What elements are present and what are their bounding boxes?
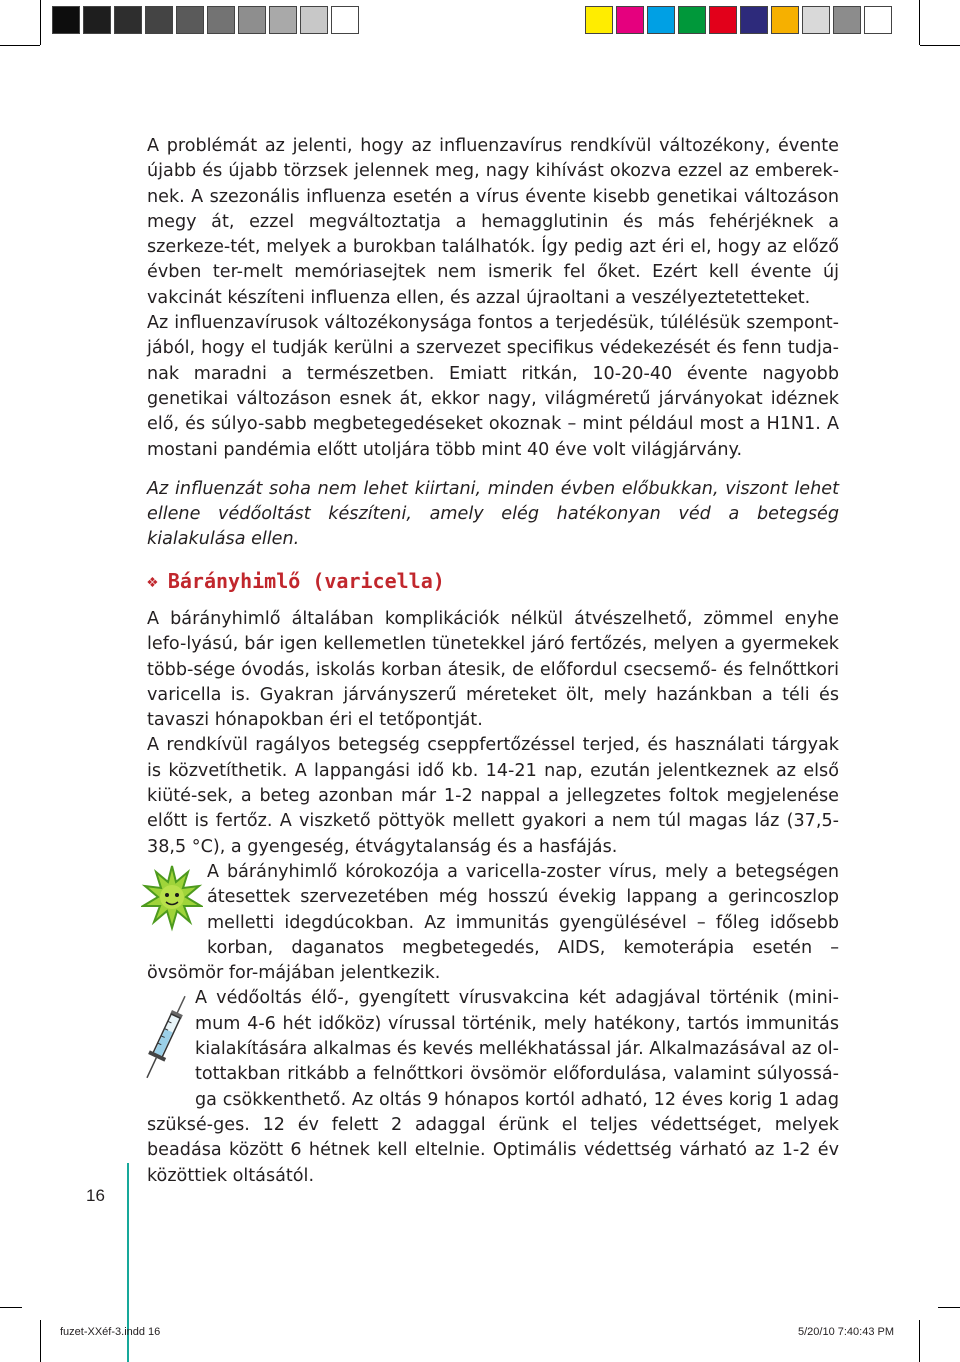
crop-mark-bottom-right-v (919, 1320, 920, 1362)
intro-paragraph-1: A problémát az jelenti, hogy az influenzavírus rendkívül változékony, évente újabb és újabb törzsek jelennek meg, nagy kihívást okozva ezzel az emberek-nek. A szezonális influenza esetén a vírus évente kisebb genetikai változáson megy át, ezzel megváltoztatja a hemagglutinin és más fehérjéknek a szerkeze-tét, melyek a burokban találhatók. Így pedig azt éri el, hogy az előző évben ter-melt memóriasejtek nem ismerik fel őket. Ezért kell évente új vakcinát készíteni influenza ellen, és azzal újraoltani a veszélyeztetetteket. (147, 136, 839, 308)
page-number: 16 (86, 1186, 105, 1205)
section-heading (147, 566, 445, 596)
crop-mark-top-right-h (920, 45, 960, 46)
slug-file-info: fuzet-XXéf-3.indd 16 (60, 1326, 161, 1338)
grayscale-swatch (145, 6, 173, 34)
intro-paragraph-2: Az influenzavírusok változékonysága fontos a terjedésük, túlélésük szempont-jából, hogy el tudják kerülni a szervezet specifikus védekezését és fenn tudja-nak maradni a természetben. Emiatt ritkán, 10-20-40 évente nagyobb genetikai változáson esnek át, ekkor nagy, világméretű járványokat idéznek elő, és súlyo-sabb megbetegedéseket okoznak – mint például most a H1N1. A mostani pandémia előtt utoljára több mint 40 éve volt világjárvány. (147, 313, 839, 460)
section-paragraph-4-block (147, 986, 839, 1188)
section-paragraph-3-block (147, 860, 839, 986)
crop-mark-top-right-v (919, 0, 920, 45)
color-swatch (647, 6, 675, 34)
crop-mark-bottom-left-h (0, 1307, 22, 1308)
grayscale-swatch (238, 6, 266, 34)
grayscale-swatch (300, 6, 328, 34)
crop-mark-bottom-right-h (938, 1307, 960, 1308)
intro-paragraph-3-italic: Az influenzát soha nem lehet kiirtani, minden évben előbukkan, viszont lehet ellene védőoltást készíteni, amely elég hatékonyan véd a betegség kialakulása ellen. (147, 478, 839, 550)
crop-mark-top-left-v (40, 0, 41, 45)
color-swatch (678, 6, 706, 34)
color-registration-bar (585, 6, 895, 34)
syringe-icon (147, 986, 195, 1093)
intro-text (147, 134, 839, 553)
color-swatch (709, 6, 737, 34)
section-text (147, 607, 839, 1189)
grayscale-swatch (176, 6, 204, 34)
grayscale-swatch (52, 6, 80, 34)
grayscale-swatch (83, 6, 111, 34)
color-swatch (833, 6, 861, 34)
color-swatch (585, 6, 613, 34)
color-swatch (616, 6, 644, 34)
grayscale-swatch (114, 6, 142, 34)
slug-date-info: 5/20/10 7:40:43 PM (798, 1326, 895, 1338)
section-paragraph-4: A védőoltás élő-, gyengített vírusvakcina két adagjával történik (mini-mum 4-6 hét időköz) vírussal történik, mely hatékony, tartós immunitás kialakítására alkalmas és kevés mellékhatással jár. Alkalmazásával az ol-tottakban ritkább a felnőttkori övsömör előfordulása, valamint súlyossá-ga csökkenthető. Az oltás 9 hónapos kortól adható, 12 éves korig 1 adag szüksé-ges. 12 év felett 2 adaggal érünk el teljes védettséget, melyek beadása között 6 hétnek kell eltelnie. Optimális védettség várható az 1-2 év közöttiek oltásától. (147, 988, 839, 1186)
grayscale-swatch (207, 6, 235, 34)
section-heading-text: Bárányhimlő (varicella) (167, 569, 445, 593)
color-swatch (864, 6, 892, 34)
color-swatch (740, 6, 768, 34)
section-paragraph-1: A bárányhimlő általában komplikációk nélkül átvészelhető, zömmel enyhe lefo-lyású, bár igen kellemetlen tünetekkel járó fertőzés, melyen a gyermekek több-sége óvodás, iskolás korban átesik, de előfordul csecsemő- és felnőttkori varicella is. Gyakran járványszerű méreteket ölt, mely hazánkban a téli és tavaszi hónapokban éri el tetőpontját. (147, 609, 839, 731)
color-swatch (802, 6, 830, 34)
section-paragraph-3: A bárányhimlő kórokozója a varicella-zoster vírus, mely a betegségen átesettek szervezetében még hosszú évekig lappang a gerincoszlop melletti idegdúcokban. Az immunitás gyengülésével – főleg idősebb korban, daganatos megbetegedés, AIDS, kemoterápia esetén – övsömör for-májában jelentkezik. (147, 861, 839, 984)
virus-icon (147, 860, 207, 942)
section-paragraph-2: A rendkívül ragályos betegség cseppfertőzéssel terjed, és használati tárgyak is közvetíthetik. A lappangási idő kb. 14-21 nap, ezután jelentkeznek az első kiüté-sek, a beteg azonban már 1-2 nappal a jellegzetes foltok megjelenése előtt is fertőz. A viszkető pöttyök mellett gyakori a nem túl magas láz (37,5-38,5 °C), a gyengeség, étvágytalanság és a hasfájás. (147, 735, 839, 857)
crop-mark-bottom-left-v (40, 1320, 41, 1362)
grayscale-registration-bar (52, 6, 362, 34)
diamond-bullet-icon: ❖ (147, 570, 158, 592)
grayscale-swatch (331, 6, 359, 34)
color-swatch (771, 6, 799, 34)
crop-mark-top-left-h (0, 45, 40, 46)
grayscale-swatch (269, 6, 297, 34)
